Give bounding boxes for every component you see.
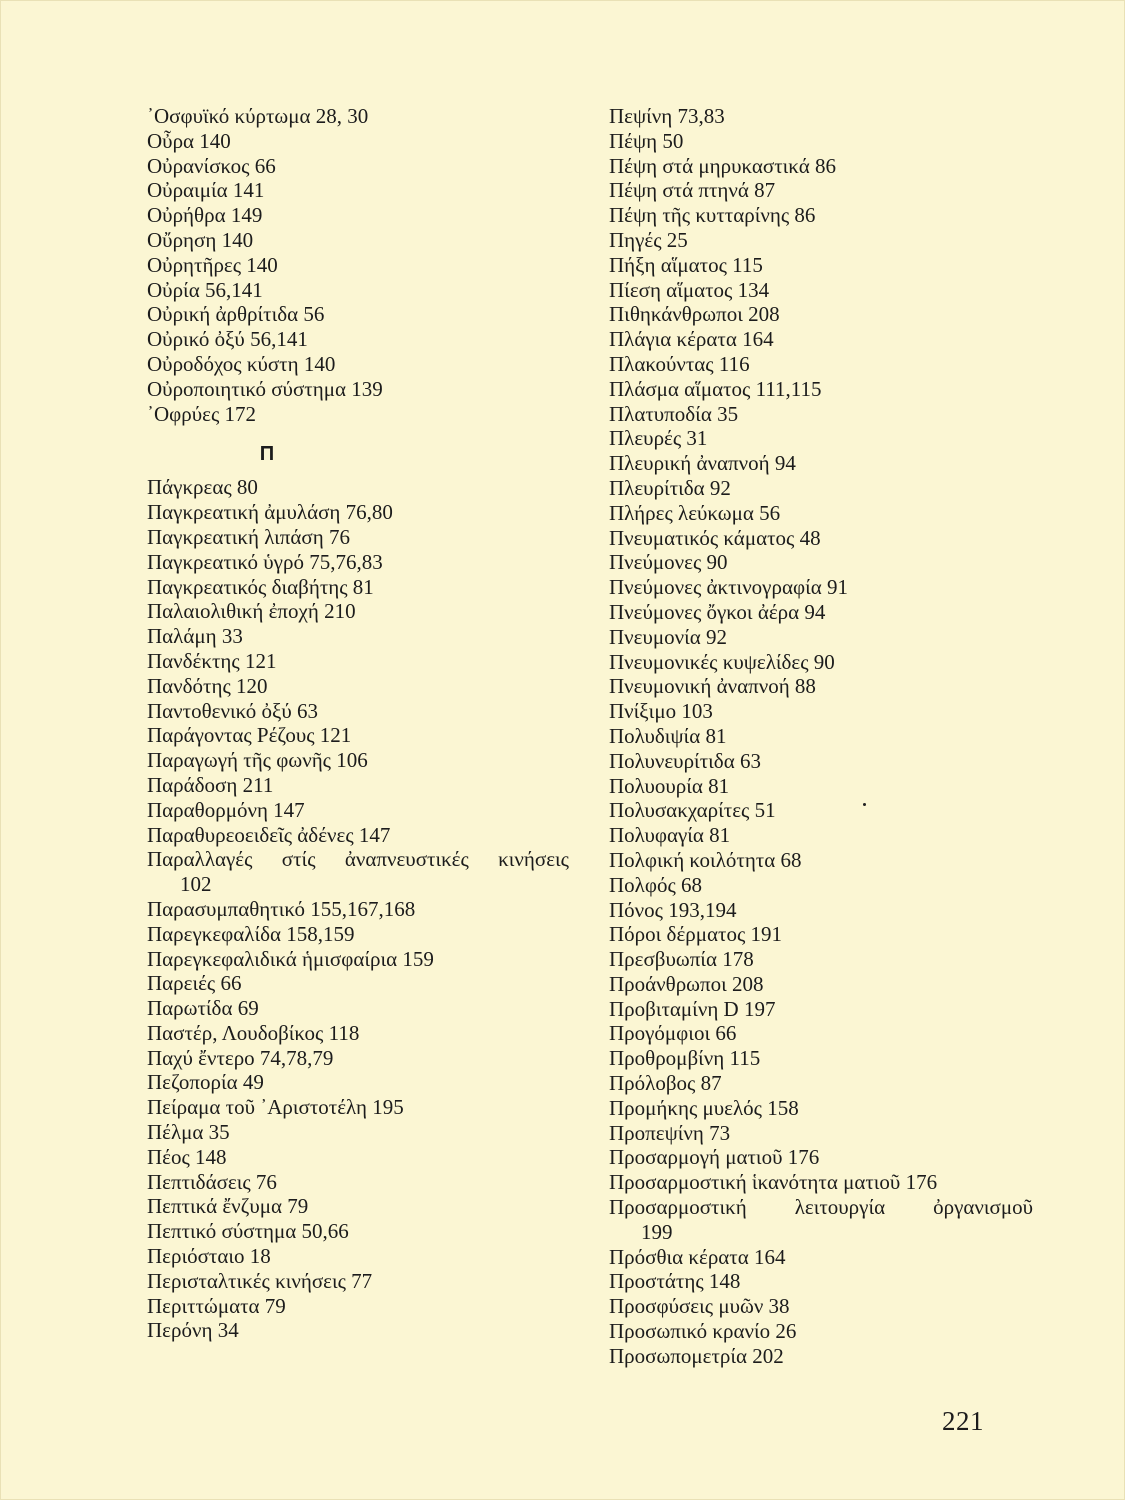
print-speck [863, 803, 866, 806]
index-entry: Πεπτικά ἔνζυμα 79 [147, 1194, 309, 1219]
index-entry: Οὐρήθρα 149 [147, 203, 263, 228]
index-entry: Παρειές 66 [147, 971, 242, 996]
index-entry-continuation: 199 [641, 1219, 673, 1244]
index-entry: Παρασυμπαθητικό 155,167,168 [147, 896, 416, 921]
index-entry-continuation: 102 [180, 872, 212, 897]
entries-pi-group-d [609, 1245, 1033, 1369]
index-entry: Οὐρητῆρες 140 [147, 252, 278, 277]
index-entry: ᾿Οσφυϊκό κύρτωμα 28, 30 [147, 104, 369, 128]
index-entry: Πολφική κοιλότητα 68 [609, 847, 802, 872]
index-entry: Παγκρεατική ἀμυλάση 76,80 [147, 500, 393, 525]
section-letter-pi: Π [259, 443, 275, 466]
index-entry: Περιττώματα 79 [147, 1293, 286, 1318]
index-entry: Πλατυποδία 35 [609, 401, 739, 426]
index-entry: Προστάτης 148 [609, 1269, 741, 1294]
index-entry: Παλαιολιθική ἐποχή 210 [147, 599, 356, 624]
index-entry: Παράγοντας Ρέζους 121 [147, 723, 352, 748]
index-entry: Πίεση αἵματος 134 [609, 277, 770, 302]
index-entry: Προσωπομετρία 202 [609, 1343, 784, 1368]
index-entry: Πεζοπορία 49 [147, 1070, 264, 1095]
index-entry: Παραθορμόνη 147 [147, 797, 305, 822]
index-entry: Προσαρμογή ματιοῦ 176 [609, 1145, 820, 1170]
index-entry: Πλευρίτιδα 92 [609, 475, 731, 500]
index-entry: Πήξη αἵματος 115 [609, 252, 763, 277]
index-entry: Πνευματικός κάματος 48 [609, 525, 821, 550]
index-entry: Πόνος 193,194 [609, 897, 737, 922]
index-entry: Πέλμα 35 [147, 1120, 230, 1145]
index-entry: Πνευμονία 92 [609, 624, 728, 649]
index-entry: Παρεγκεφαλιδικά ἡμισφαίρια 159 [147, 946, 434, 971]
index-entry: Πιθηκάνθρωποι 208 [609, 302, 780, 327]
index-entry: Πέος 148 [147, 1144, 227, 1169]
index-entry: Πλάσμα αἵματος 111,115 [609, 376, 822, 401]
index-entry: Πεπτιδάσεις 76 [147, 1169, 277, 1194]
index-entry: Προσωπικό κρανίο 26 [609, 1319, 797, 1344]
index-entry: Προσφύσεις μυῶν 38 [609, 1294, 790, 1319]
index-entry: Παχύ ἔντερο 74,78,79 [147, 1045, 334, 1070]
index-entry: Πεψίνη 73,83 [609, 104, 725, 128]
index-entry: Οὐρική ἀρθρίτιδα 56 [147, 302, 325, 327]
index-entry: Προάνθρωποι 208 [609, 971, 764, 996]
index-entry: Παρεγκεφαλίδα 158,159 [147, 921, 355, 946]
index-entry: Οὐρία 56,141 [147, 277, 263, 302]
index-entry: Περιόσταιο 18 [147, 1244, 271, 1269]
index-entry: Πέψη στά μηρυκαστικά 86 [609, 153, 836, 178]
index-entry: Παράδοση 211 [147, 772, 274, 797]
index-entry: Πολυσακχαρίτες 51 [609, 798, 776, 823]
index-entry: Πλάγια κέρατα 164 [609, 327, 774, 352]
index-entry: Πηγές 25 [609, 227, 688, 252]
index-entry: Πλευρές 31 [609, 426, 708, 451]
index-entry: Πνευμονικές κυψελίδες 90 [609, 649, 835, 674]
index-column-right [609, 104, 1033, 1369]
index-entry: Πολυουρία 81 [609, 773, 730, 798]
index-entry: Παγκρεατικό ὑγρό 75,76,83 [147, 549, 383, 574]
index-entry: Παλάμη 33 [147, 624, 243, 649]
index-entry: Πολυφαγία 81 [609, 823, 731, 848]
index-entry: Πάγκρεας 80 [147, 475, 258, 500]
index-entry: Οὐροδόχος κύστη 140 [147, 351, 336, 376]
index-entry: Πρεσβυωπία 178 [609, 947, 754, 972]
index-entry: Περισταλτικές κινήσεις 77 [147, 1268, 373, 1293]
index-entry: Πλακούντας 116 [609, 351, 750, 376]
entries-pi-group-a [147, 475, 569, 847]
index-entry: Πρόσθια κέρατα 164 [609, 1244, 786, 1269]
index-entry: Παντοθενικό ὀξύ 63 [147, 698, 319, 723]
index-entry: Παστέρ, Λουδοβίκος 118 [147, 1020, 360, 1045]
index-entry: Οὐραιμία 141 [147, 178, 265, 203]
index-entry: ᾿Οφρύες 172 [147, 401, 257, 426]
index-entry: Πλήρες λεύκωμα 56 [609, 500, 781, 525]
index-entry: Παγκρεατική λιπάση 76 [147, 524, 350, 549]
index-entry: Προθρομβίνη 115 [609, 1046, 761, 1071]
index-entry: Παγκρεατικός διαβήτης 81 [147, 574, 374, 599]
index-entry: Παραγωγή τῆς φωνῆς 106 [147, 748, 368, 773]
index-entry: Πνεύμονες ἀκτινογραφία 91 [609, 575, 848, 600]
index-entry: Προμήκης μυελός 158 [609, 1095, 799, 1120]
entries-pi-group-b [147, 897, 569, 1343]
index-entry: Προβιταμίνη D 197 [609, 996, 776, 1021]
index-entry-wrapped: Προσαρμοστική λειτουργία ὀργανισμοῦ [609, 1195, 1033, 1220]
index-entry: Πνεύμονες 90 [609, 550, 728, 575]
index-entry: Περόνη 34 [147, 1318, 239, 1343]
index-entry: Πολφός 68 [609, 872, 703, 897]
index-entry: Πνίξιμο 103 [609, 699, 713, 724]
index-entry: Πολυνευρίτιδα 63 [609, 748, 761, 773]
index-entry: Πέψη τῆς κυτταρίνης 86 [609, 203, 816, 228]
index-entry: Παρωτίδα 69 [147, 996, 259, 1021]
index-entry: Πνευμονική ἀναπνοή 88 [609, 674, 816, 699]
index-entry: Προπεψίνη 73 [609, 1120, 731, 1145]
index-entry: Πλευρική ἀναπνοή 94 [609, 451, 796, 476]
entries-pi-group-c [609, 104, 1033, 1195]
index-entry: Οὐρανίσκος 66 [147, 153, 276, 178]
index-entry-wrapped: Παραλλαγές στίς ἀναπνευστικές κινήσεις [147, 847, 569, 872]
index-entry: Πεπτικό σύστημα 50,66 [147, 1219, 349, 1244]
page-number: 221 [942, 1406, 984, 1436]
index-entry: Πείραμα τοῦ ᾿Αριστοτέλη 195 [147, 1095, 404, 1120]
index-entry: Πρόλοβος 87 [609, 1071, 722, 1096]
index-entry: Οὐροποιητικό σύστημα 139 [147, 376, 383, 401]
index-entry: Παραθυρεοειδεῖς ἀδένες 147 [147, 822, 391, 847]
index-entry: Προγόμφιοι 66 [609, 1021, 737, 1046]
index-entry: Πέψη στά πτηνά 87 [609, 178, 776, 203]
index-entry: Οὖρα 140 [147, 128, 231, 153]
index-column-left [147, 104, 569, 1343]
index-entry: Προσαρμοστική ἱκανότητα ματιοῦ 176 [609, 1170, 938, 1195]
index-entry: Οὔρηση 140 [147, 227, 254, 252]
index-entry: Οὐρικό ὀξύ 56,141 [147, 327, 308, 352]
index-entry: Πανδέκτης 121 [147, 648, 277, 673]
index-entry: Πολυδιψία 81 [609, 723, 727, 748]
entries-omicron-group [147, 104, 569, 426]
index-entry: Πέψη 50 [609, 128, 684, 153]
index-entry: Πανδότης 120 [147, 673, 268, 698]
index-entry: Πόροι δέρματος 191 [609, 922, 783, 947]
index-entry: Πνεύμονες ὄγκοι ἀέρα 94 [609, 599, 826, 624]
